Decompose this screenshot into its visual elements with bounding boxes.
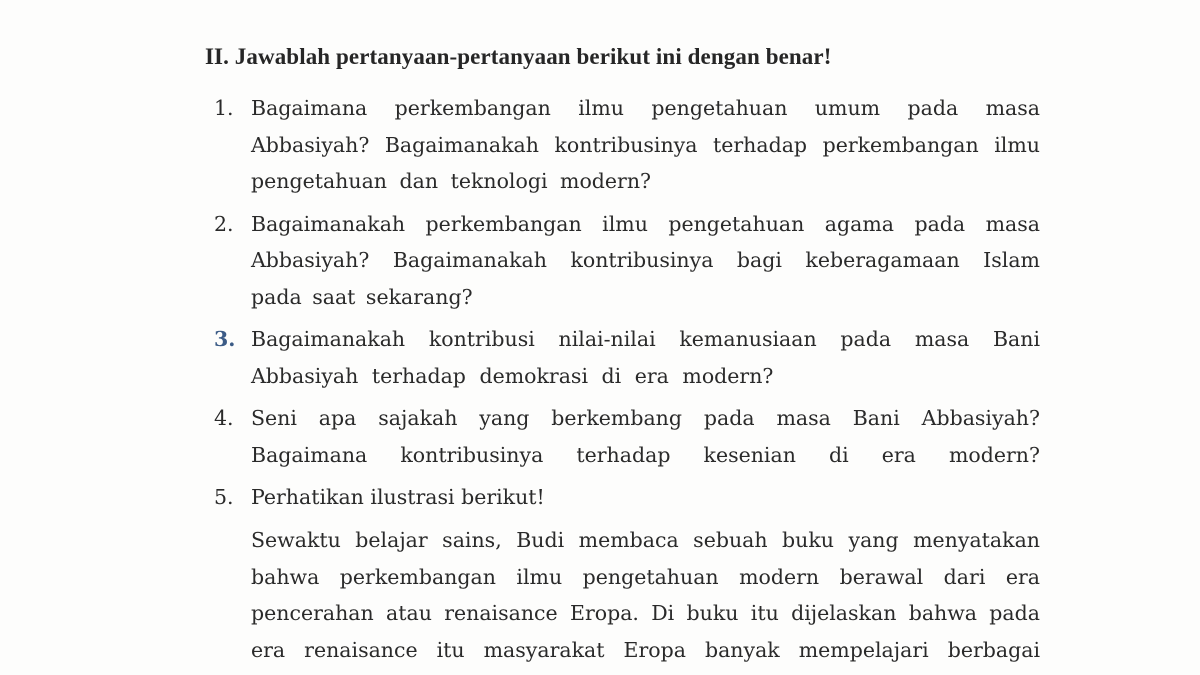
paragraph-line: bahwa perkembangan ilmu pengetahuan modern berawal dari era	[251, 564, 1040, 589]
paragraph-line: era renaisance itu masyarakat Eropa banyak mempelajari berbagai	[251, 637, 1040, 662]
question-item-4	[214, 400, 1040, 473]
question-number: 4.	[214, 406, 234, 430]
question-text	[251, 206, 1040, 316]
question-text	[251, 479, 1040, 516]
question-item-1	[214, 90, 1040, 200]
question-line: pengetahuan dan teknologi modern?	[251, 169, 652, 193]
question-line: Seni apa sajakah yang berkembang pada masa Bani Abbasiyah?	[251, 406, 1040, 430]
question-line: pada saat sekarang?	[251, 284, 473, 309]
question-text	[251, 400, 1040, 473]
question-line: Bagaimanakah perkembangan ilmu pengetahuan agama pada masa	[251, 211, 1040, 236]
question-list	[214, 90, 1040, 522]
illustration-paragraph	[251, 522, 1040, 668]
question-line: Abbasiyah? Bagaimanakah kontribusinya bagi keberagamaan Islam	[251, 248, 1040, 272]
question-number: 1.	[214, 96, 234, 120]
question-line: Perhatikan ilustrasi berikut!	[251, 485, 545, 509]
question-number: 2.	[214, 211, 234, 236]
question-line: Bagaimana kontribusinya terhadap kesenian di era modern?	[251, 442, 1040, 467]
question-text	[251, 321, 1040, 394]
question-item-3	[214, 321, 1040, 394]
question-item-2	[214, 206, 1040, 316]
question-number: 5.	[214, 485, 234, 509]
question-text	[251, 90, 1040, 200]
question-line: Bagaimanakah kontribusi nilai-nilai kemanusiaan pada masa Bani	[251, 327, 1040, 351]
paragraph-line: pencerahan atau renaisance Eropa. Di buku itu dijelaskan bahwa pada	[251, 601, 1040, 625]
question-line: Abbasiyah terhadap demokrasi di era modern?	[251, 363, 774, 388]
question-line: Bagaimana perkembangan ilmu pengetahuan umum pada masa	[251, 96, 1040, 120]
paragraph-line: Sewaktu belajar sains, Budi membaca sebuah buku yang menyatakan	[251, 528, 1040, 552]
section-heading: II. Jawablah pertanyaan-pertanyaan berikut ini dengan benar!	[205, 44, 832, 69]
question-item-5	[214, 479, 1040, 516]
question-line: Abbasiyah? Bagaimanakah kontribusinya terhadap perkembangan ilmu	[251, 132, 1040, 157]
question-number: 3.	[214, 327, 236, 351]
